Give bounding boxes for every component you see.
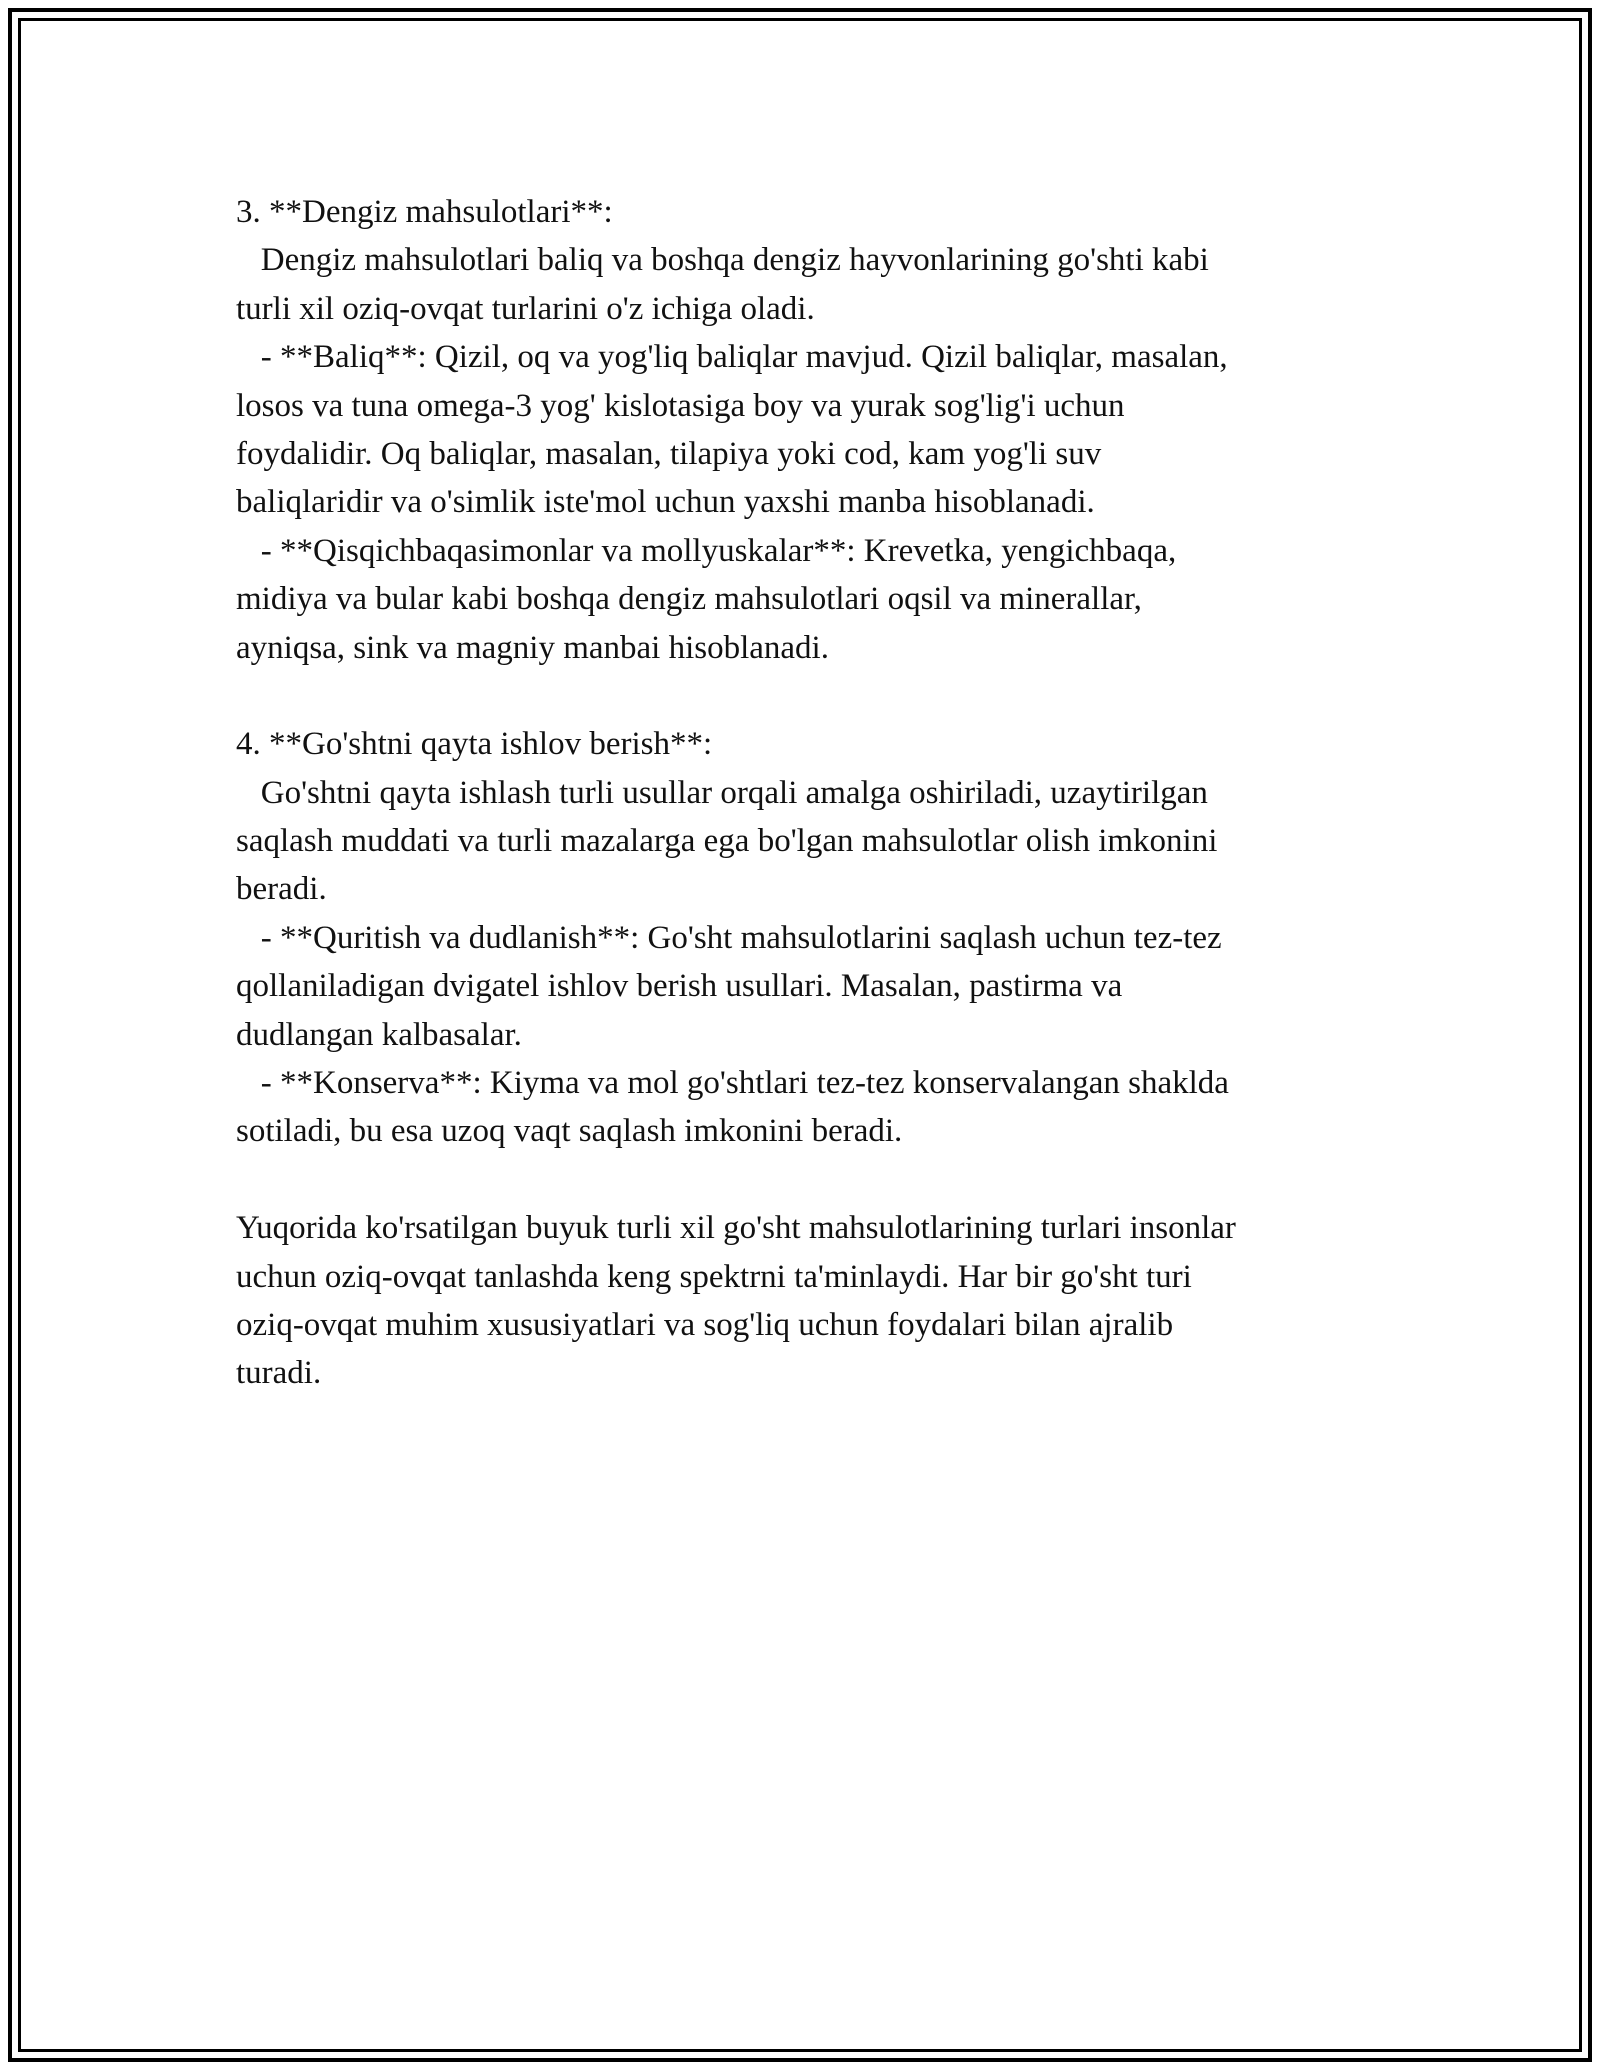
conclusion-paragraph: Yuqorida ko'rsatilgan buyuk turli xil go'sht mahsulotlarining turlari insonlar	[236, 1210, 1236, 1247]
blank-line	[236, 672, 1386, 720]
bullet-quritish: - **Quritish va dudlanish**: Go'sht mahsulotlarini saqlash uchun tez-tez	[236, 919, 1222, 956]
text-line: sotiladi, bu esa uzoq vaqt saqlash imkonini beradi.	[236, 1113, 903, 1150]
text-line: turli xil oziq-ovqat turlarini o'z ichiga oladi.	[236, 290, 815, 327]
text-line: turadi.	[236, 1355, 322, 1392]
text-line: beradi.	[236, 871, 327, 908]
bullet-qisqichbaqasimonlar: - **Qisqichbaqasimonlar va mollyuskalar**: Krevetka, yengichbaqa,	[236, 532, 1177, 569]
text-line: dudlangan kalbasalar.	[236, 1016, 522, 1053]
text-line: baliqlaridir va o'simlik iste'mol uchun yaxshi manba hisoblanadi.	[236, 484, 1095, 521]
document-body	[236, 188, 1386, 1398]
section-3-heading: 3. **Dengiz mahsulotlari**:	[236, 194, 613, 230]
text-line: midiya va bular kabi boshqa dengiz mahsulotlari oqsil va minerallar,	[236, 581, 1142, 618]
bullet-konserva: - **Konserva**: Kiyma va mol go'shtlari tez-tez konservalangan shaklda	[236, 1065, 1229, 1102]
text-line: Dengiz mahsulotlari baliq va boshqa dengiz hayvonlarining go'shti kabi	[236, 242, 1209, 279]
text-line: Go'shtni qayta ishlash turli usullar orqali amalga oshiriladi, uzaytirilgan	[236, 774, 1208, 811]
section-4-heading: 4. **Go'shtni qayta ishlov berish**:	[236, 726, 713, 763]
text-line: oziq-ovqat muhim xususiyatlari va sog'liq uchun foydalari bilan ajralib	[236, 1306, 1174, 1343]
text-line: losos va tuna omega-3 yog' kislotasiga boy va yurak sog'lig'i uchun	[236, 387, 1125, 424]
text-line: foydalidir. Oq baliqlar, masalan, tilapiya yoki cod, kam yog'li suv	[236, 435, 1102, 472]
text-line: ayniqsa, sink va magniy manbai hisoblanadi.	[236, 629, 829, 666]
text-line: qollaniladigan dvigatel ishlov berish usullari. Masalan, pastirma va	[236, 968, 1123, 1005]
text-line: saqlash muddati va turli mazalarga ega bo'lgan mahsulotlar olish imkonini	[236, 823, 1218, 860]
blank-line	[236, 1156, 1386, 1204]
bullet-baliq: - **Baliq**: Qizil, oq va yog'liq baliqlar mavjud. Qizil baliqlar, masalan,	[236, 339, 1228, 376]
text-line: uchun oziq-ovqat tanlashda keng spektrni ta'minlaydi. Har bir go'sht turi	[236, 1258, 1192, 1295]
